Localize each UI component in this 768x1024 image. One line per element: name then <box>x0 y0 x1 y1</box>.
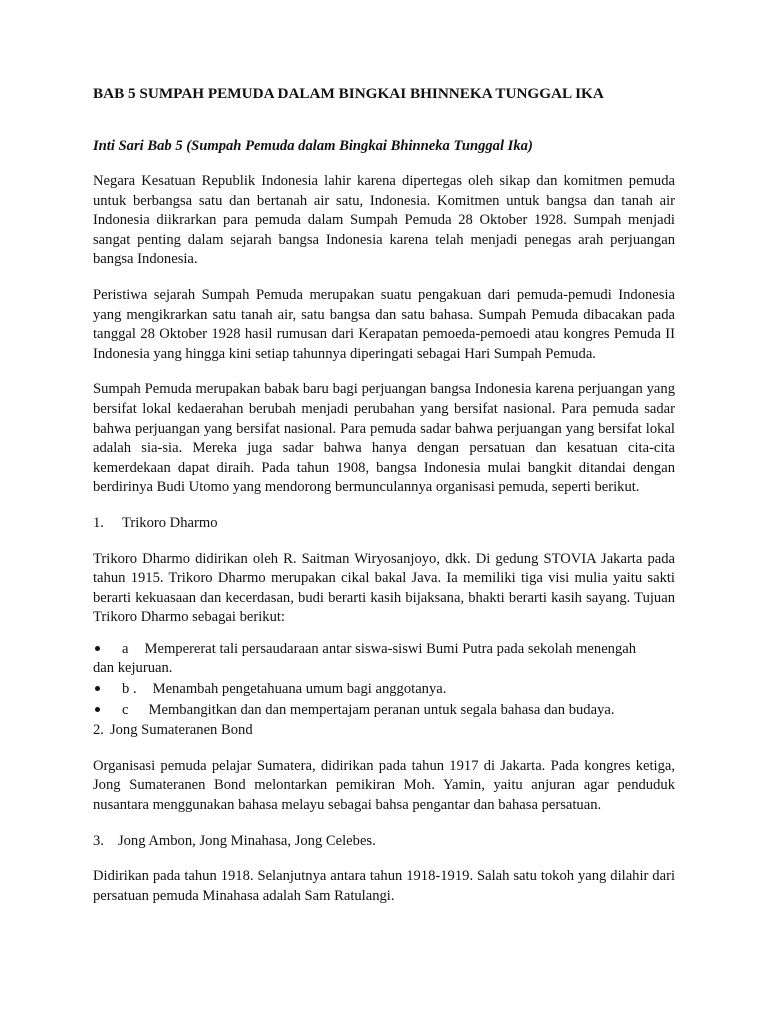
section-3-heading <box>93 832 675 852</box>
paragraph-1: Negara Kesatuan Republik Indonesia lahir karena dipertegas oleh sikap dan komitmen pemuda untuk berbangsa satu dan bertanah air satu, Indonesia. Komitmen untuk bangsa dan tanah air Indonesia diikrarkan para pemuda dalam Sumpah Pemuda 28 Oktober 1928. Sumpah menjadi sangat penting dalam sejarah bangsa Indonesia karena telah menjadi penegas arah perjuangan bangsa Indonesia. <box>93 173 675 268</box>
document-page <box>93 84 675 906</box>
section-3-heading-text: Jong Ambon, Jong Minahasa, Jong Celebes. <box>117 832 376 849</box>
list-item <box>93 701 675 721</box>
list-item-text: Membangitkan dan dan mempertajam peranan untuk segala bahasa dan budaya. <box>148 701 615 718</box>
list-item-text: Menambah pengetahuana umum bagi anggotanya. <box>152 681 447 698</box>
paragraph-3: Sumpah Pemuda merupakan babak baru bagi perjuangan bangsa Indonesia karena perjuangan yang bersifat lokal kedaerahan berubah menjadi perubahan yang bersifat nasional. Para pemuda sadar bahwa perjuangan yang bersifat nasional. Para pemuda sadar bahwa perjuangan yang bersifat lokal adalah sia-sia. Mereka juga sadar bahwa hanya dengan persatuan dan kesatuan cita-cita kemerdekaan dapat diraih. Pada tahun 1908, bangsa Indonesia mulai bangkit ditandai dengan berdirinya Budi Utomo yang mendorong bermunculannya organisasi pemuda, seperti berikut. <box>93 381 675 496</box>
bullet-icon <box>95 646 100 651</box>
list-item <box>93 640 675 679</box>
document-title: BAB 5 SUMPAH PEMUDA DALAM BINGKAI BHINNEKA TUNGGAL IKA <box>93 85 604 102</box>
list-item-marker: c <box>122 701 129 718</box>
section-2-number: 2. <box>93 722 104 739</box>
list-item-text-continued: dan kejuruan. <box>93 660 173 677</box>
bullet-icon <box>95 707 100 712</box>
section-1-heading <box>93 514 675 534</box>
list-item-text: Mempererat tali persaudaraan antar siswa-siswi Bumi Putra pada sekolah menengah <box>144 640 637 657</box>
bullet-icon <box>95 686 100 691</box>
document-subtitle: Inti Sari Bab 5 (Sumpah Pemuda dalam Bingkai Bhinneka Tunggal Ika) <box>93 138 533 154</box>
section-1-text: Trikoro Dharmo didirikan oleh R. Saitman Wiryosanjoyo, dkk. Di gedung STOVIA Jakarta pada tahun 1915. Trikoro Dharmo merupakan cikal bakal Java. Ia memiliki tiga visi mulia yaitu sakti berarti kekuasaan dan kecerdasan, budi berarti kasih bijaksana, bhakti berarti kasih sayang. Tujuan Trikoro Dharmo sebagai berikut: <box>93 550 675 626</box>
section-3-number: 3. <box>93 832 104 849</box>
section-1-bullet-list <box>93 640 675 720</box>
list-item <box>93 680 675 700</box>
section-2-heading-text: Jong Sumateranen Bond <box>109 722 253 739</box>
section-3-text: Didirikan pada tahun 1918. Selanjutnya antara tahun 1918-1919. Salah satu tokoh yang dilahir dari persatuan pemuda Minahasa adalah Sam Ratulangi. <box>93 868 675 904</box>
paragraph-2: Peristiwa sejarah Sumpah Pemuda merupakan suatu pengakuan dari pemuda-pemudi Indonesia yang mengikrarkan satu tanah air, satu bangsa dan satu bahasa. Sumpah Pemuda dibacakan pada tanggal 28 Oktober 1928 hasil rumusan dari Kerapatan pemoeda-pemoedi atau kongres Pemuda II Indonesia yang hingga kini setiap tahunnya diperingati sebagai Hari Sumpah Pemuda. <box>93 286 675 362</box>
section-1-heading-text: Trikoro Dharmo <box>121 514 218 531</box>
section-2-heading <box>93 721 675 741</box>
section-1-number: 1. <box>93 514 104 531</box>
section-2-text: Organisasi pemuda pelajar Sumatera, didirikan pada tahun 1917 di Jakarta. Pada kongres ketiga, Jong Sumateranen Bond melontarkan pemikiran Moh. Yamin, yaitu anjuran agar penduduk nusantara menggunakan bahasa melayu sebagai bahsa pengantar dan bahasa persatuan. <box>93 757 675 814</box>
list-item-marker: a <box>122 640 129 657</box>
list-item-marker: b . <box>122 681 137 698</box>
